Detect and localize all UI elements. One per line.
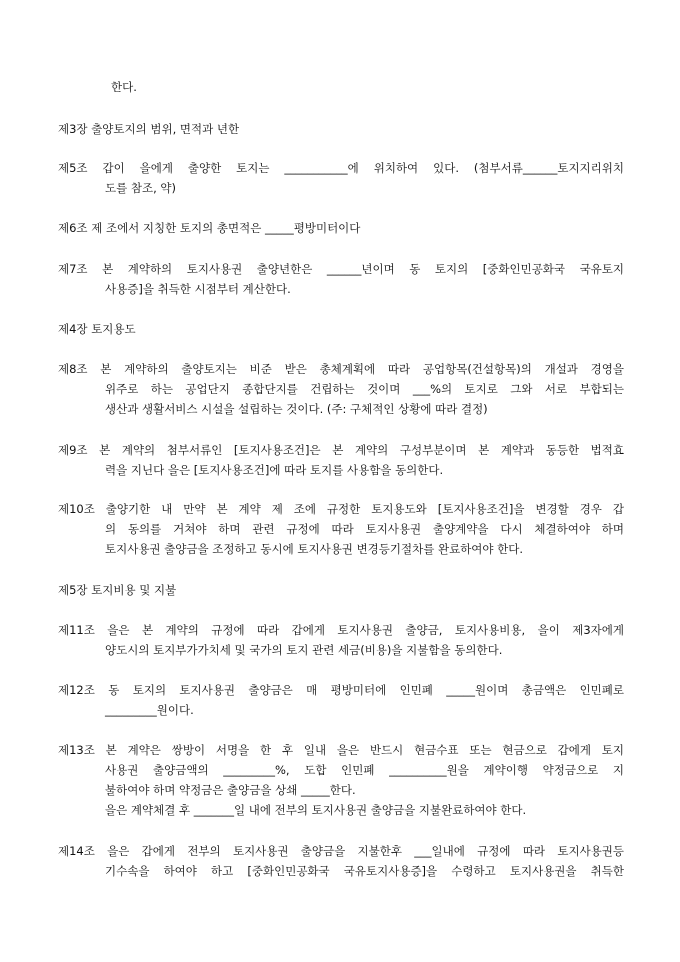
article-11-line-1: 제11조 을은 본 계약의 규정에 따라 갑에게 토지사용권 출양금, 토지사용비용, 을이 제3자에게 — [58, 623, 624, 637]
article-9-line-1: 제9조 본 계약의 첨부서류인 [토지사용조건]은 본 계약의 구성부분이며 본 계약과 동등한 법적효 — [58, 443, 624, 457]
article-8-line-3: 생산과 생활서비스 시설을 설립하는 것이다. (주: 구체적인 상황에 따라 결정) — [105, 402, 488, 416]
article-6: 제6조 제 조에서 지칭한 토지의 총면적은 _____평방미터이다 — [58, 221, 361, 235]
article-10-line-1: 제10조 출양기한 내 만약 본 계약 제 조에 규정한 토지용도와 [토지사용조건]을 변경할 경우 갑 — [58, 502, 624, 516]
article-12 — [58, 680, 624, 720]
article-11-line-2: 양도시의 토지부가가치세 및 국가의 토지 관련 세금(비용)을 지불함을 동의한다. — [105, 643, 503, 657]
article-7-line-1: 제7조 본 계약하의 토지사용권 출양년한은 ______년이며 동 토지의 [중화인민공화국 국유토지 — [58, 262, 624, 276]
article-11 — [58, 620, 624, 660]
article-12-line-2: _________원이다. — [105, 703, 194, 717]
article-9 — [58, 440, 624, 480]
article-10-line-3: 토지사용권 출양금을 조정하고 동시에 토지사용권 변경등기절차를 완료하여야 한다. — [105, 542, 524, 556]
article-5-line-1: 제5조 갑이 을에게 출양한 토지는 ___________에 위치하여 있다. (첨부서류______토지지리위치 — [58, 161, 624, 175]
chapter-3-heading: 제3장 출양토지의 범위, 면적과 년한 — [58, 122, 240, 136]
article-13-line-2: 사용권 출양금액의 _________%, 도합 인민폐 __________원을 계약이행 약정금으로 지 — [105, 763, 624, 777]
article-13-line-3: 불하여야 하며 약정금은 출양금을 상쇄 _____한다. — [105, 783, 356, 797]
article-10 — [58, 499, 624, 559]
article-5 — [58, 158, 624, 198]
article-7-line-2: 사용증]을 취득한 시점부터 계산한다. — [105, 282, 291, 296]
article-8-line-2: 위주로 하는 공업단지 종합단지를 건립하는 것이며 ___%의 토지로 그와 서로 부합되는 — [105, 382, 624, 396]
article-5-line-2: 도를 참조, 약) — [105, 181, 176, 195]
article-13 — [58, 740, 624, 820]
article-13-line-4: 을은 계약체결 후 _______일 내에 전부의 토지사용권 출양금을 지불완료하여야 한다. — [105, 803, 527, 817]
article-9-line-2: 력을 지닌다 을은 [토지사용조건]에 따라 토지를 사용함을 동의한다. — [105, 463, 444, 477]
article-8 — [58, 359, 624, 419]
chapter-5-heading: 제5장 토지비용 및 지불 — [58, 583, 177, 597]
article-12-line-1: 제12조 동 토지의 토지사용권 출양금은 매 평방미터에 인민폐 _____원이며 총금액은 인민폐로 — [58, 683, 624, 697]
article-14 — [58, 841, 624, 881]
intro-tail-text: 한다. — [111, 80, 137, 94]
chapter-4-heading: 제4장 토지용도 — [58, 322, 136, 336]
article-8-line-1: 제8조 본 계약하의 출양토지는 비준 받은 총체계획에 따라 공업항목(건설항목)의 개설과 경영을 — [58, 362, 624, 376]
article-14-line-1: 제14조 을은 갑에게 전부의 토지사용권 출양금을 지불한후 ___일내에 규정에 따라 토지사용권등 — [58, 844, 624, 858]
article-7 — [58, 259, 624, 299]
article-10-line-2: 의 동의를 거쳐야 하며 관련 규정에 따라 토지사용권 출양계약을 다시 체결하여야 하며 — [105, 522, 624, 536]
article-14-line-2: 기수속을 하여야 하고 [중화인민공화국 국유토지사용증]을 수령하고 토지사용권을 취득한 — [105, 864, 624, 878]
article-13-line-1: 제13조 본 계약은 쌍방이 서명을 한 후 일내 을은 반드시 현금수표 또는 현금으로 갑에게 토지 — [58, 743, 624, 757]
